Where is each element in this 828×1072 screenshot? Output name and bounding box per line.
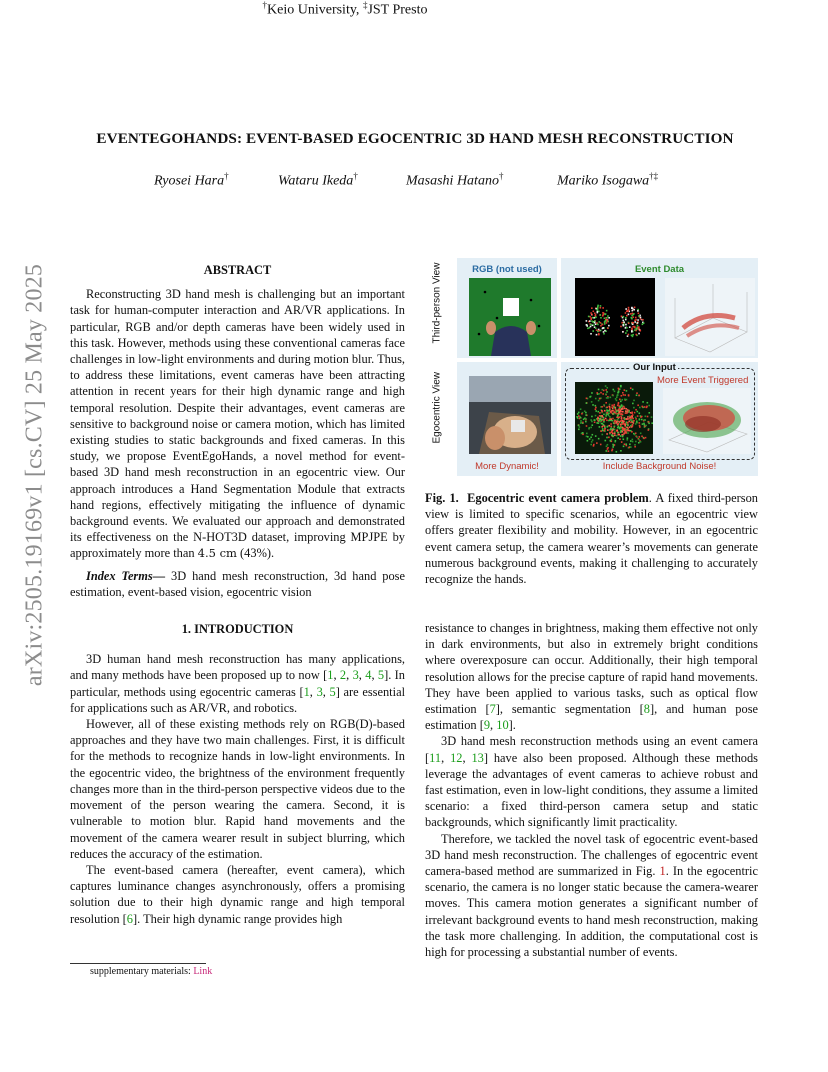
citation[interactable]: 2: [339, 668, 347, 683]
supplementary-link[interactable]: Link: [193, 966, 213, 977]
more-dynamic-label: More Dynamic!: [475, 461, 539, 472]
right-paragraph-2: 3D hand mesh reconstruction methods using an event camera [11, 12, 13] have also been proposed. Although these methods leverage the advantages of event cameras to achieve robust and fast estimation, even in low-light conditions, they assume a limited scenario: a fixed third-person camera setup and static backgrounds, which significantly limit practicality.: [425, 734, 758, 830]
more-events-label: More Event Triggered: [657, 375, 749, 386]
footnote: supplementary materials: Link: [90, 966, 213, 977]
citation[interactable]: 7: [489, 702, 496, 717]
event-egocentric-image: [575, 382, 653, 454]
citation[interactable]: 3: [316, 684, 323, 699]
event-third-person-image: [575, 278, 655, 356]
index-terms: Index Terms— 3D hand mesh reconstruction, 3d hand pose estimation, event-based vision, egocentric vision: [70, 568, 406, 599]
paper-title: EVENTEGOHANDS: EVENT-BASED EGOCENTRIC 3D HAND MESH RECONSTRUCTION: [96, 130, 734, 147]
intro-heading: 1. INTRODUCTION: [181, 622, 294, 637]
citation[interactable]: 3: [352, 668, 359, 683]
author-1: Ryosei Hara†: [154, 171, 229, 189]
citation[interactable]: 10: [496, 718, 509, 733]
background-noise-label: Include Background Noise!: [602, 461, 717, 472]
event-label: Event Data: [634, 264, 685, 275]
citation[interactable]: 1: [327, 668, 334, 683]
figure-reference[interactable]: 1: [659, 864, 666, 879]
third-person-label: Third-person View: [431, 262, 443, 344]
rgb-third-person-image: [469, 278, 551, 356]
rgb-label: RGB (not used): [472, 264, 542, 275]
citation[interactable]: 9: [483, 718, 491, 733]
abstract-heading: ABSTRACT: [203, 263, 272, 277]
arxiv-stamp: [0, 0, 70, 1072]
intro-paragraph-2: However, all of these existing methods rely on RGB(D)-based approaches and they have two main challenges. First, it is difficult for the methods to recognize hands in low-light environments. In the egocentric video, the brightness of the environment frequently changes more than in the third-person perspective videos due to the movement of the person wearing the camera. Second, it is vulnerable to motion blur. Rapid hand movements and the movement of the camera wearer result in subject blurring, which reduces the accuracy of the estimation.: [70, 717, 405, 861]
arxiv-id: arXiv:2505.19169v1 [cs.CV] 25 May 2025: [21, 263, 48, 687]
egocentric-label: Egocentric View: [431, 371, 443, 444]
our-input-label: Our Input: [633, 362, 676, 373]
figure-1: [425, 258, 758, 476]
author-2: Wataru Ikeda†: [278, 171, 358, 189]
citation[interactable]: 1: [303, 684, 310, 699]
citation[interactable]: 4: [365, 668, 372, 683]
rgb-egocentric-image: [469, 376, 551, 454]
citation[interactable]: 5: [329, 684, 336, 699]
citation[interactable]: 8: [643, 702, 650, 717]
citation[interactable]: 12: [450, 750, 463, 765]
citation[interactable]: 11: [429, 750, 442, 765]
author-4: Mariko Isogawa†‡: [557, 171, 659, 189]
intro-paragraph-1: 3D human hand mesh reconstruction has many applications, and many methods have been proposed up to now [1, 2, 3, 4, 5]. In particular, methods using egocentric cameras [1, 3, 5] are essential for applications such as AR/VR, and robotics.: [70, 652, 406, 715]
citation[interactable]: 5: [377, 668, 385, 683]
abstract-text: Reconstructing 3D hand mesh is challenging but an important task for human-computer interaction and AR/VR applications. In particular, RGB and/or depth cameras have been widely used in this task. However, methods using these conventional cameras face challenges in low-light environments and during motion blur. Thus, to address these limitations, event cameras have been attracting attention in recent years for their high dynamic range and high temporal resolution. Despite their advantages, event cameras are sensitive to background noise or camera motion, which has limited existing studies to static backgrounds and fixed cameras. In this study, we propose EventEgoHands, a novel method for event-based 3D hand mesh reconstruction in an egocentric view. Our approach introduces a Hand Segmentation Module that extracts hand regions, effectively mitigating the influence of dynamic background events. We evaluated our approach and demonstrated its effectiveness on the N-HOT3D dataset, improving MPJPE by approximately more than 4.5 cm (43%).: [70, 287, 405, 561]
intro-paragraph-3: The event-based camera (hereafter, event camera), which captures luminance changes asynchronously, offers a promising solution due to their high dynamic range and high temporal resolution [6]. Their high dynamic range provides high: [70, 862, 405, 926]
left-column: [70, 262, 405, 927]
right-column: [425, 620, 758, 960]
event-third-person-3d: [665, 278, 755, 356]
right-paragraph-3: Therefore, we tackled the novel task of egocentric event-based 3D hand mesh reconstruction. The challenges of egocentric event camera-based method are summarized in Fig. 1. In the egocentric scenario, the camera is no longer static because the camera-wearer moves. This camera motion generates a significant number of irrelevant background events to hand mesh reconstruction, making the task more challenging. In addition, the computational cost is high for processing a substantial number of events.: [425, 831, 758, 960]
event-egocentric-3d: [663, 388, 751, 454]
author-3: Masashi Hatano†: [406, 171, 504, 189]
figure-caption: Fig. 1. Egocentric event camera problem. A fixed third-person view is limited to specific scenarios, while an egocentric view offers greater flexibility and mobility. However, in an egocentric event camera setup, the camera wearer’s movements can generate numerous background events, making it challenging to accurately recognize the hands.: [425, 491, 758, 587]
footnote-rule: [70, 963, 206, 964]
citation[interactable]: 13: [471, 750, 484, 765]
right-paragraph-1: resistance to changes in brightness, making them effective not only in dark environments, but also in extremely bright conditions where overexposure can occur. Additionally, their high temporal resolution allows for the precise capture of rapid hand movements. They have been applied to various tasks, such as optical flow estimation [7], semantic segmentation [8], and human pose estimation [9, 10].: [425, 621, 759, 733]
affiliations: †Keio University, ‡JST Presto: [262, 0, 428, 18]
citation[interactable]: 6: [126, 911, 133, 926]
